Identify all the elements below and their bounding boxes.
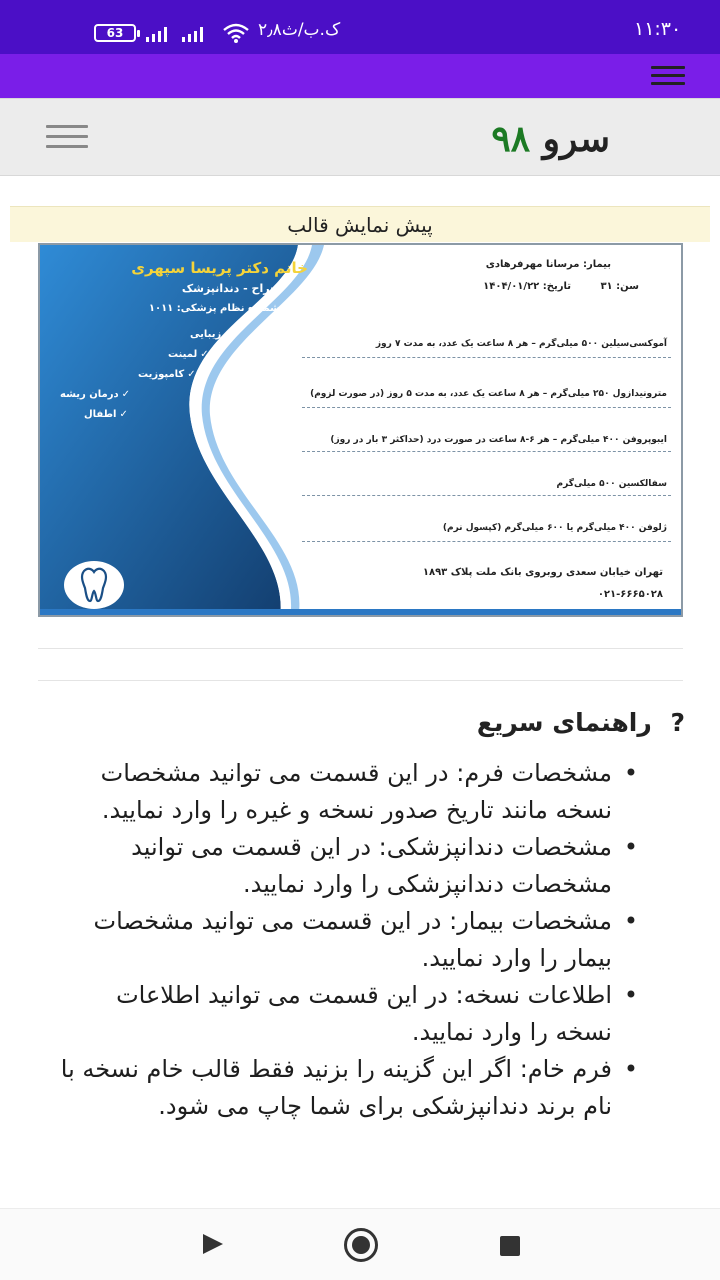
list-item: • مشخصات دندانپزشکی: در این قسمت می توانید مشخصات دندانپزشکی را وارد نمایید. — [60, 829, 640, 903]
prescription-preview — [38, 243, 683, 617]
list-item: • اطلاعات نسخه: در این قسمت می توانید اطلاعات نسخه را وارد نمایید. — [60, 977, 640, 1051]
service-item: ✓اطفال — [84, 409, 128, 420]
check-icon: ✓ — [200, 349, 209, 360]
check-icon: ✓ — [119, 409, 128, 420]
prescription-item: ایبوپروفن ۴۰۰ میلی‌گرم – هر ۶-۸ ساعت در صورت درد (حداکثر ۳ بار در روز) — [330, 435, 667, 445]
service-item: ✓درمان ریشه — [60, 389, 130, 400]
rx-divider — [302, 451, 671, 452]
back-icon[interactable] — [203, 1234, 223, 1254]
prescription-item: سفالکسین ۵۰۰ میلی‌گرم — [556, 479, 667, 489]
app-bar — [0, 54, 720, 98]
clinic-address: تهران خیابان سعدی روبروی بانک ملت پلاک ۱۸۹۳ — [422, 567, 663, 578]
check-icon: ✓ — [121, 389, 130, 400]
rx-divider — [302, 495, 671, 496]
question-icon: ? — [670, 708, 685, 737]
service-item: ✓زیبایی — [190, 329, 233, 340]
status-time: ۱۱:۳۰ — [634, 18, 682, 40]
patient-name: بیمار: مرسانا مهرفرهادی — [485, 259, 611, 270]
list-item: • مشخصات بیمار: در این قسمت می توانید مشخصات بیمار را وارد نمایید. — [60, 903, 640, 977]
prescription-item: آموکسی‌سیلین ۵۰۰ میلی‌گرم – هر ۸ ساعت یک عدد، به مدت ۷ روز — [375, 339, 667, 349]
battery-icon: 63 — [94, 24, 136, 42]
doctor-registration: شماره نظام پزشکی: ۱۰۱۱ — [148, 303, 280, 314]
prescription-date: تاریخ: ۱۴۰۴/۰۱/۲۲ — [483, 281, 571, 292]
home-icon[interactable] — [344, 1228, 378, 1262]
net-speed: ۲٫۸ک.ب/ث — [258, 20, 341, 40]
preview-title: پیش نمایش قالب — [10, 206, 710, 242]
hamburger-icon[interactable] — [46, 125, 88, 149]
rx-divider — [302, 357, 671, 358]
signal-icon — [146, 26, 172, 42]
wifi-icon — [222, 22, 250, 44]
check-icon: ✓ — [187, 369, 196, 380]
service-item: ✓لمینت — [168, 349, 209, 360]
prescription-item: مترونیدازول ۲۵۰ میلی‌گرم – هر ۸ ساعت یک عدد، به مدت ۵ روز (در صورت لزوم) — [310, 389, 667, 399]
hamburger-icon[interactable] — [651, 66, 685, 88]
guide-list — [60, 755, 640, 1125]
doctor-specialty: جراح - دندانپزشک — [181, 282, 278, 295]
site-header — [0, 98, 720, 176]
guide-title-text: راهنمای سریع — [476, 708, 652, 737]
site-logo[interactable] — [480, 118, 610, 162]
recent-apps-icon[interactable] — [500, 1236, 520, 1256]
clinic-phone: ۰۲۱-۶۶۶۵۰۲۸ — [597, 589, 663, 600]
doctor-name: خانم دکتر پریسا سپهری — [131, 259, 308, 277]
rx-divider — [302, 407, 671, 408]
check-icon: ✓ — [224, 329, 233, 340]
signal-icon — [182, 26, 208, 42]
rx-divider — [302, 541, 671, 542]
card-background — [40, 245, 683, 617]
divider — [38, 648, 683, 649]
list-item: • مشخصات فرم: در این قسمت می توانید مشخصات نسخه مانند تاریخ صدور نسخه و غیره را وارد نمایید. — [60, 755, 640, 829]
guide-title — [380, 708, 685, 737]
tooth-icon — [64, 561, 124, 609]
list-item: • فرم خام: اگر این گزینه را بزنید فقط قالب خام نسخه با نام برند دندانپزشکی برای شما چاپ می شود. — [60, 1051, 640, 1125]
service-item: ✓کامپوزیت — [138, 369, 196, 380]
patient-age: سن: ۳۱ — [600, 281, 639, 292]
status-bar — [0, 0, 720, 54]
logo-number: ۹۸ — [491, 118, 531, 160]
prescription-item: ژلوفن ۴۰۰ میلی‌گرم یا ۶۰۰ میلی‌گرم (کپسول نرم) — [442, 523, 667, 533]
logo-text: سرو — [542, 118, 610, 160]
divider — [38, 680, 683, 681]
